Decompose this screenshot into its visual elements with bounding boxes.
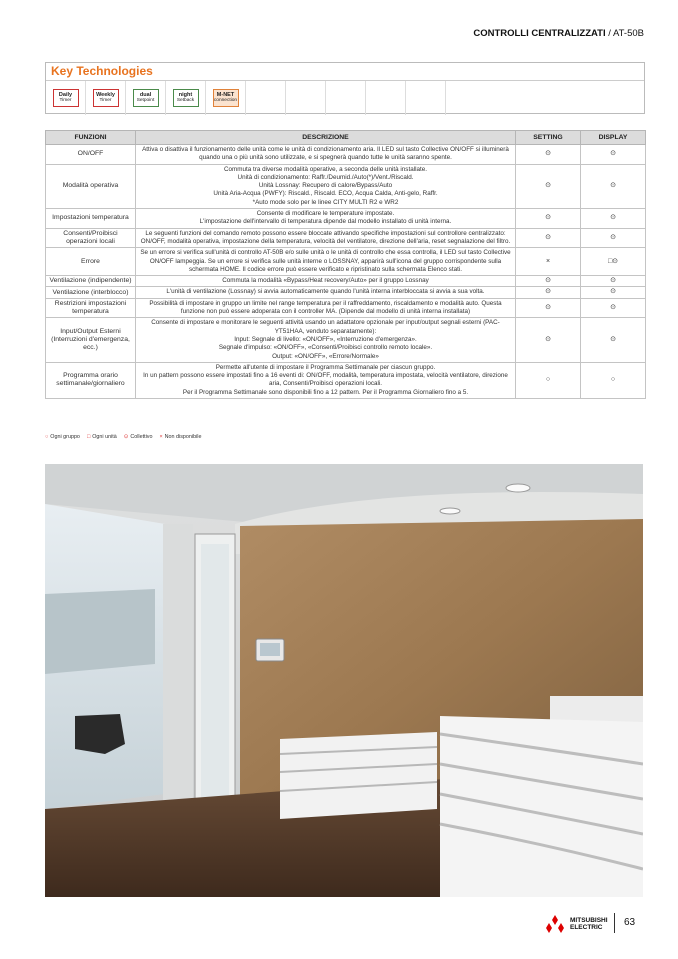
badge-label: M-NET xyxy=(216,91,235,98)
logo-line1: MITSUBISHI xyxy=(570,917,608,924)
function-cell: Input/Output Esterni (Interruzioni d'emergenza, ecc.) xyxy=(46,318,136,362)
display-cell: ⊙ xyxy=(581,228,646,248)
legend-item xyxy=(45,434,80,440)
display-cell: ⊙ xyxy=(581,164,646,208)
badge-sublabel: Setback xyxy=(176,98,195,103)
description-cell: Commuta tra diverse modalità operative, a seconda delle unità installate. Unità di condizionamento: Raffr./Deumid./Auto(*)/Vent./Riscald. Unità Lossnay: Recupero di calore/Bypass/Auto Unità Aria-Acqua (PWFY): Riscald., Riscald. ECO, Acqua Calda, Anti-gelo, Raffr. *Auto mode solo per le linee CITY MULTI R2 e WR2 xyxy=(136,164,516,208)
key-technologies-box xyxy=(45,62,645,114)
table-row xyxy=(46,228,646,248)
setting-cell: ⊙ xyxy=(516,276,581,287)
key-tech-cell xyxy=(206,81,246,115)
display-cell: ○ xyxy=(581,362,646,398)
key-tech-badge xyxy=(93,89,119,107)
display-cell: □⊙ xyxy=(581,248,646,276)
key-tech-badge xyxy=(133,89,159,107)
logo-line2: ELECTRIC xyxy=(570,924,603,931)
key-tech-empty-cell xyxy=(406,81,446,115)
description-cell: Attiva o disattiva il funzionamento delle unità come le unità di condizionamento aria. Il LED sul tasto Collective ON/OFF si illuminerà quando una o più unità sono utilizzate, e si spegnerà quando tutte le unità saranno spente. xyxy=(136,145,516,165)
badge-sublabel: Timer xyxy=(59,98,72,103)
setting-cell: ⊙ xyxy=(516,209,581,229)
display-cell: ⊙ xyxy=(581,276,646,287)
table-row xyxy=(46,248,646,276)
functions-table xyxy=(45,130,646,399)
legend-label: Collettivo xyxy=(130,434,153,440)
table-row xyxy=(46,209,646,229)
badge-sublabel: Timer xyxy=(99,98,112,103)
function-cell: Impostazioni temperatura xyxy=(46,209,136,229)
key-tech-empty-cell xyxy=(326,81,366,115)
legend-item xyxy=(159,434,201,440)
function-cell: Modalità operativa xyxy=(46,164,136,208)
function-cell: Ventilazione (interblocco) xyxy=(46,287,136,298)
key-tech-empty-cell xyxy=(246,81,286,115)
setting-cell: ○ xyxy=(516,362,581,398)
legend-symbol: □ xyxy=(86,434,91,440)
setting-cell: × xyxy=(516,248,581,276)
header-funzioni: FUNZIONI xyxy=(46,131,136,145)
legend-item xyxy=(87,434,117,440)
key-tech-badge xyxy=(53,89,79,107)
function-cell: Consenti/Proibisci operazioni locali xyxy=(46,228,136,248)
table-header-row xyxy=(46,131,646,145)
header-model: AT-50B xyxy=(613,28,644,39)
table-row xyxy=(46,164,646,208)
key-tech-badge xyxy=(173,89,199,107)
table-row xyxy=(46,145,646,165)
description-cell: Possibilità di impostare in gruppo un limite nel range temperatura per il raffreddamento, riscaldamento e modalità auto. Questa funzione non può essere adoperata con il controller MA. (Dipende dal modello di unità interna installata) xyxy=(136,298,516,318)
logo-text xyxy=(570,917,608,931)
description-cell: Consente di modificare le temperature impostate. L'impostazione dell'intervallo di temperatura dipende dal modello installato di unità interna. xyxy=(136,209,516,229)
badge-label: Daily xyxy=(58,91,73,98)
legend-item xyxy=(124,434,153,440)
office-interior-photo xyxy=(45,464,643,897)
function-cell: ON/OFF xyxy=(46,145,136,165)
page-header xyxy=(473,28,644,39)
badge-label: night xyxy=(178,91,193,98)
office-scene-illustration xyxy=(45,464,643,897)
three-diamonds-icon xyxy=(544,915,566,933)
header-descrizione: DESCRIZIONE xyxy=(136,131,516,145)
badge-sublabel: Setpoint xyxy=(136,98,155,103)
key-tech-badge xyxy=(213,89,239,107)
display-cell: ⊙ xyxy=(581,145,646,165)
table-row xyxy=(46,362,646,398)
footer-divider xyxy=(614,913,615,933)
description-cell: Permette all'utente di impostare il Programma Settimanale per ciascun gruppo. In un pattern possono essere impostati fino a 16 eventi di: ON/OFF, modalità, temperatura impostata, velocità ventilatore, direzione aria, Consenti/Proibisci operazioni locali. Per il Programma Settimanale sono disponibili fino a 12 pattern. Per il Programma Giornaliero fino a 5. xyxy=(136,362,516,398)
function-cell: Ventilazione (indipendente) xyxy=(46,276,136,287)
legend-symbol: × xyxy=(159,434,163,440)
key-tech-cell xyxy=(166,81,206,115)
setting-cell: ⊙ xyxy=(516,287,581,298)
page-number: 63 xyxy=(624,917,636,928)
legend-label: Non disponibile xyxy=(164,434,202,440)
badge-sublabel: connection xyxy=(213,98,238,103)
description-cell: L'unità di ventilazione (Lossnay) si avvia automaticamente quando l'unità interna interbloccata si avvia a sua volta. xyxy=(136,287,516,298)
display-cell: ⊙ xyxy=(581,318,646,362)
function-cell: Programma orario settimanale/giornaliero xyxy=(46,362,136,398)
legend xyxy=(45,434,202,440)
badge-label: dual xyxy=(139,91,152,98)
key-tech-empty-cell xyxy=(286,81,326,115)
description-cell: Se un errore si verifica sull'unità di controllo AT-50B e/o sulle unità o le unità di controllo che essa controlla, il LED sul tasto Collective ON/OFF lampeggia. Se un errore si verifica sulle unità interne o LOSSNAY, apparirà sull'icona del gruppo corrispondente sulla schermata HOME. Il codice errore può essere verificato e ripristinato sulla schermata Elenco stati. xyxy=(136,248,516,276)
header-section: CONTROLLI CENTRALIZZATI xyxy=(473,28,606,39)
display-cell: ⊙ xyxy=(581,209,646,229)
key-technologies-row xyxy=(46,81,644,115)
display-cell: ⊙ xyxy=(581,287,646,298)
function-cell: Errore xyxy=(46,248,136,276)
header-separator: / xyxy=(605,28,614,39)
description-cell: Consente di impostare e monitorare le seguenti attività usando un adattatore opzionale per input/output segnali esterni (PAC-YT51HAA, venduto separatamente): Input: Segnale di livello: «ON/OFF», «Interruzione d'emergenza». Segnale d'impulso: «ON/OFF», «Consenti/Proibisci controllo remoto locale». Output: «ON/OFF», «Errore/Normale» xyxy=(136,318,516,362)
legend-symbol: ⊙ xyxy=(123,434,129,440)
function-cell: Restrizioni impostazioni temperatura xyxy=(46,298,136,318)
description-cell: Le seguenti funzioni del comando remoto possono essere bloccate attivando specifiche impostazioni sul controllore centralizzato: ON/OFF, modalità operativa, impostazione della temperatura, velocità del ventilatore, direzione dell'aria, reset segnalazione del filtro. xyxy=(136,228,516,248)
setting-cell: ⊙ xyxy=(516,164,581,208)
key-technologies-title: Key Technologies xyxy=(46,63,644,81)
setting-cell: ⊙ xyxy=(516,228,581,248)
key-tech-cell xyxy=(86,81,126,115)
mitsubishi-electric-logo xyxy=(544,915,608,933)
key-tech-empty-cell xyxy=(366,81,406,115)
display-cell: ⊙ xyxy=(581,298,646,318)
badge-label: Weekly xyxy=(96,91,115,98)
legend-label: Ogni unità xyxy=(92,434,117,440)
legend-symbol: ○ xyxy=(45,434,49,440)
table-row xyxy=(46,287,646,298)
setting-cell: ⊙ xyxy=(516,318,581,362)
header-setting: SETTING xyxy=(516,131,581,145)
table-row xyxy=(46,298,646,318)
table-row xyxy=(46,276,646,287)
setting-cell: ⊙ xyxy=(516,298,581,318)
header-display: DISPLAY xyxy=(581,131,646,145)
description-cell: Commuta la modalità «Bypass/Heat recovery/Auto» per il gruppo Lossnay xyxy=(136,276,516,287)
legend-label: Ogni gruppo xyxy=(50,434,80,440)
key-tech-cell xyxy=(46,81,86,115)
setting-cell: ⊙ xyxy=(516,145,581,165)
key-tech-cell xyxy=(126,81,166,115)
table-row xyxy=(46,318,646,362)
